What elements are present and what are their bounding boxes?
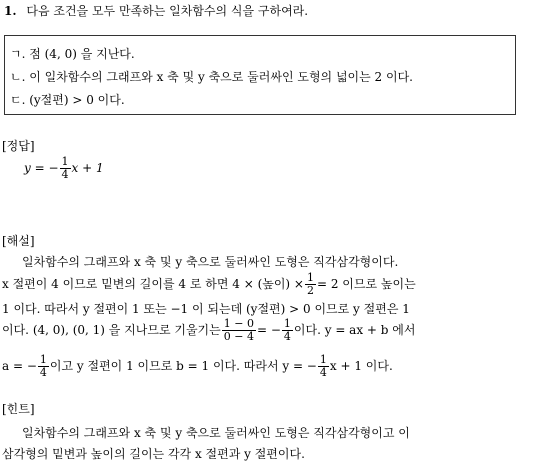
condition-2: ㄴ. 이 일차함수의 그래프와 x 축 및 y 축으로 둘러싸인 도형의 넓이는 2 이다.: [10, 70, 413, 84]
explanation-line-2: x 절편이 4 이므로 밑변의 길이를 4 로 하면 4 × (높이) × $\frac{1}{2}$ = 2 이므로 높이는: [2, 271, 416, 297]
explanation-fraction-final: $\frac{1}{4}$: [319, 353, 327, 379]
explanation-line-5: a = − $\frac{1}{4}$ 이고 y 절편이 1 이므로 b = 1 이다. 따라서 y = − $\frac{1}{4}$ x + 1 이다.: [2, 353, 393, 379]
explanation-fraction-slope: $\frac{1 - 0}{0 - 4}$: [223, 317, 254, 343]
explanation-label: [해설]: [2, 234, 35, 248]
answer-label: [정답]: [2, 139, 35, 153]
condition-1: ㄱ. 점 (4, 0) 을 지난다.: [10, 47, 135, 61]
hint-label: [힌트]: [2, 402, 35, 416]
answer-fraction: $\frac{1}{4}$: [61, 155, 69, 181]
hint-line-2: 삼각형의 밑변과 높이의 길이는 각각 x 절편과 y 절편이다.: [2, 447, 305, 461]
explanation-line-1: 일차함수의 그래프와 x 축 및 y 축으로 둘러싸인 도형은 직각삼각형이다.: [22, 255, 399, 269]
explanation-fraction-half: $\frac{1}{2}$: [306, 271, 314, 297]
explanation-line-4: 이다. (4, 0), (0, 1) 을 지나므로 기울기는 $\frac{1 - 0}{0 - 4}$ = − $\frac{1}{4}$ 이다. y = ax + b 에서: [2, 317, 416, 343]
question-line: [4, 5, 308, 17]
explanation-line-3: 1 이다. 따라서 y 절편이 1 또는 −1 이 되는데 (y절편) > 0 이므로 y 절편은 1: [2, 302, 410, 316]
question-text: 다음 조건을 모두 만족하는 일차함수의 식을 구하여라.: [26, 4, 309, 18]
question-number: 1.: [4, 4, 17, 18]
hint-line-1: 일차함수의 그래프와 x 축 및 y 축으로 둘러싸인 도형은 직각삼각형이고 이: [22, 426, 410, 440]
explanation-fraction-a: $\frac{1}{4}$: [39, 353, 47, 379]
answer-equation: y = − $\frac{1}{4}$ x + 1: [24, 155, 104, 181]
explanation-fraction-quarter: $\frac{1}{4}$: [283, 317, 291, 343]
condition-3: ㄷ. (y절편) > 0 이다.: [10, 93, 125, 107]
